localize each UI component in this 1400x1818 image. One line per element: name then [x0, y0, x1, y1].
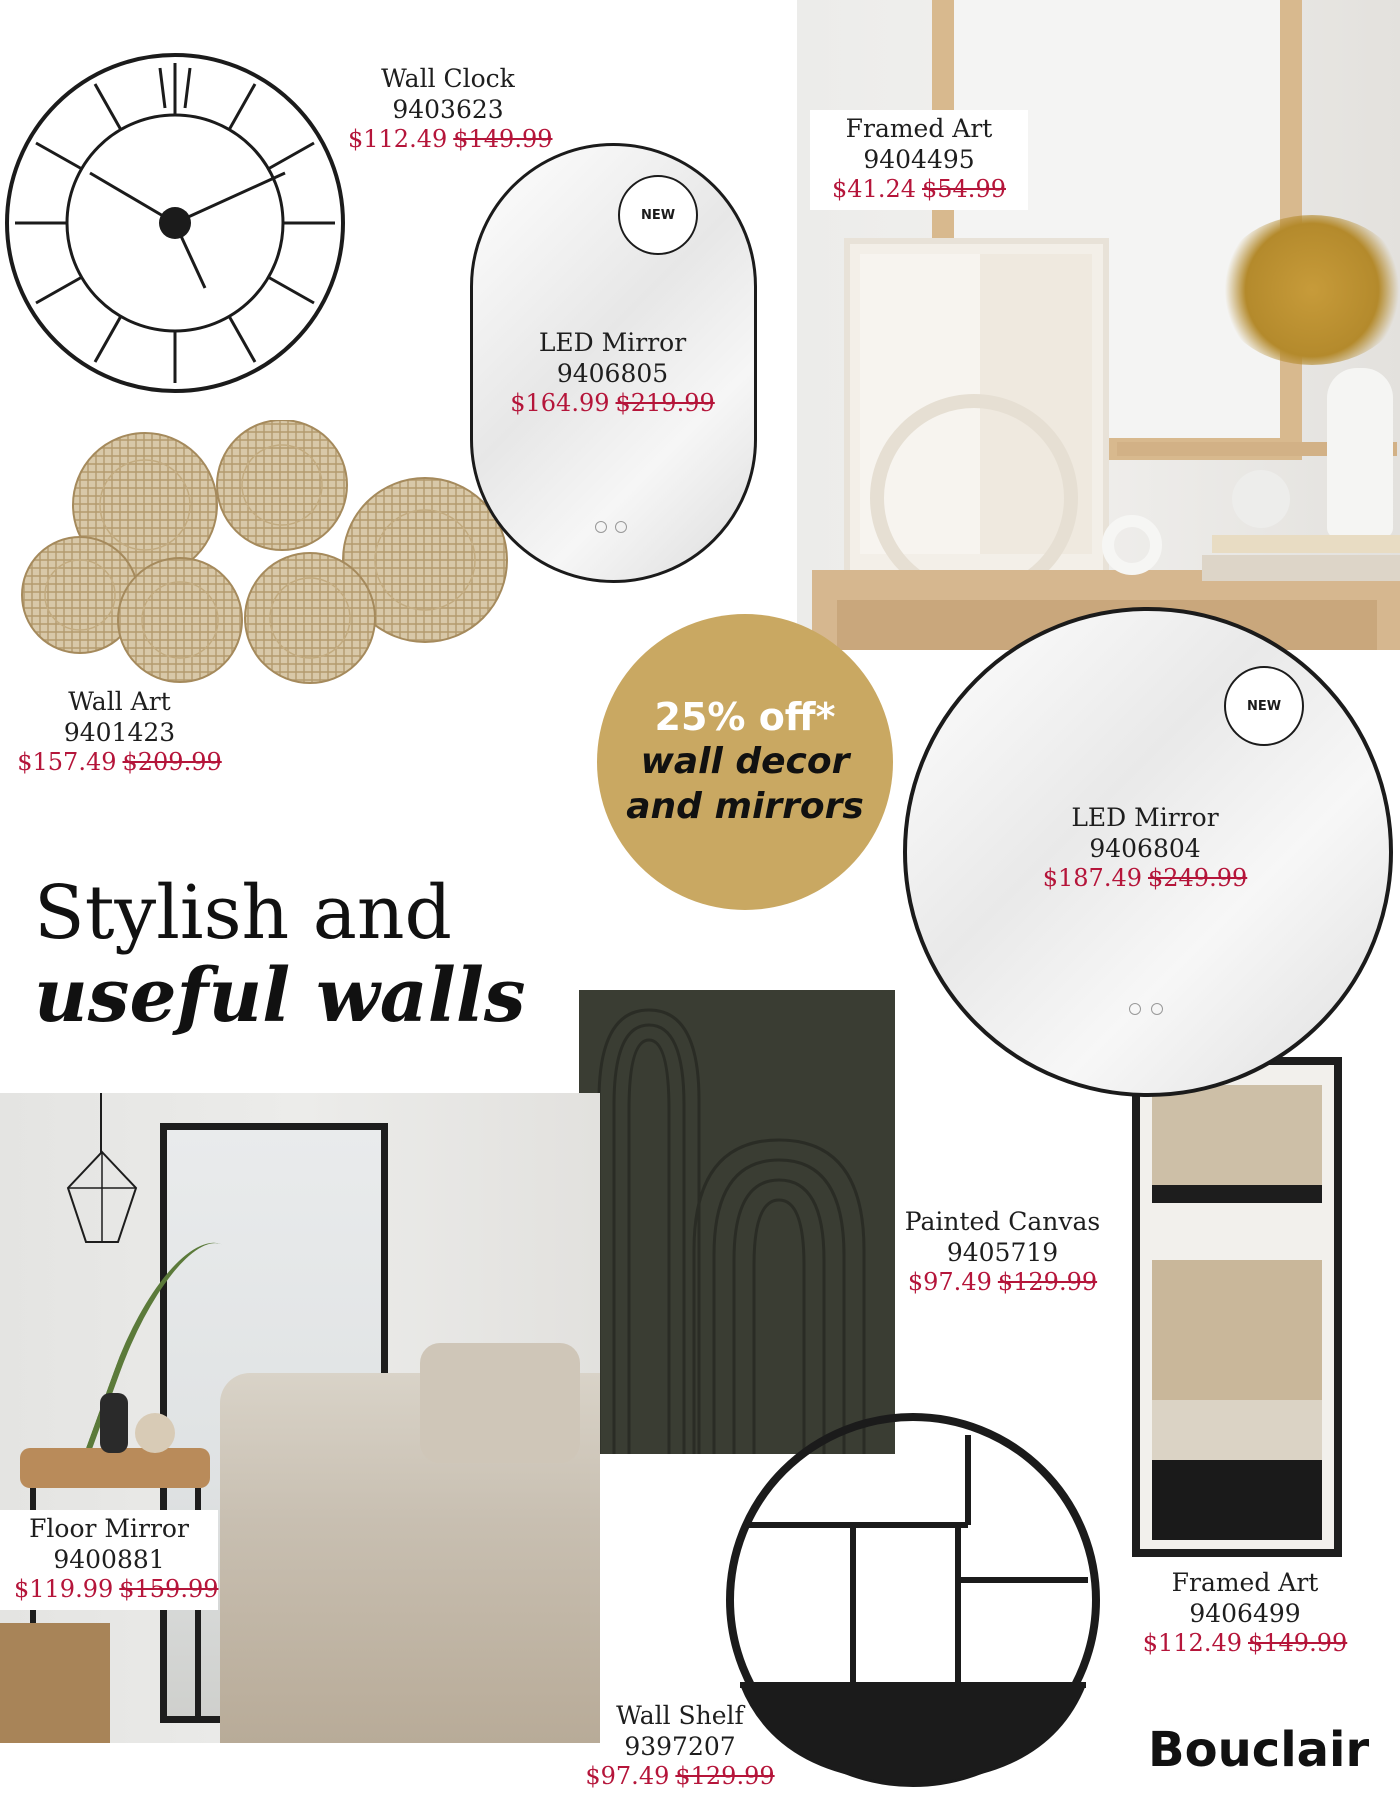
- mirror-touch-dots: [595, 521, 635, 533]
- sale-price: $119.99: [14, 1575, 114, 1603]
- regular-price: $149.99: [453, 125, 553, 153]
- sale-price: $164.99: [510, 389, 610, 417]
- brand-logo[interactable]: Bouclair: [1148, 1722, 1370, 1778]
- regular-price: $159.99: [119, 1575, 219, 1603]
- product-sku: 9405719: [946, 1237, 1059, 1267]
- product-price: [12, 748, 227, 777]
- product-name: Wall Shelf: [616, 1701, 744, 1730]
- wall-clock-image[interactable]: [0, 48, 360, 408]
- wall-shelf-caption: [575, 1701, 785, 1791]
- product-price: [14, 1575, 219, 1604]
- regular-price: $149.99: [1248, 1629, 1348, 1657]
- promo-badge: [597, 614, 893, 910]
- product-sku: 9400881: [53, 1544, 165, 1574]
- wall-clock-caption: [348, 64, 553, 154]
- product-name: LED Mirror: [538, 328, 687, 357]
- product-price: [500, 389, 725, 418]
- framed-art-1-caption: [810, 110, 1028, 210]
- regular-price: $209.99: [122, 748, 222, 776]
- product-price: [1030, 864, 1260, 893]
- product-name: LED Mirror: [1071, 803, 1219, 832]
- headline-line-2: useful walls: [34, 952, 526, 1039]
- regular-price: $129.99: [675, 1762, 775, 1790]
- sale-price: $157.49: [17, 748, 117, 776]
- product-sku: 9406805: [556, 358, 669, 388]
- sale-price: $112.49: [348, 125, 448, 153]
- headline-line-1: Stylish and: [34, 870, 452, 956]
- painted-canvas-image[interactable]: [579, 990, 895, 1454]
- sale-price: $187.49: [1042, 864, 1142, 892]
- product-sku: 9401423: [63, 717, 176, 747]
- page-headline: [34, 872, 526, 1038]
- promo-discount: 25% off*: [654, 695, 836, 739]
- floor-mirror-caption: [0, 1510, 218, 1610]
- mirror-touch-dots: [1129, 1003, 1169, 1015]
- wall-art-caption: [12, 687, 227, 777]
- new-badge: NEW: [618, 175, 698, 255]
- product-sku: 9404495: [863, 144, 975, 174]
- regular-price: $54.99: [922, 175, 1006, 203]
- framed-art-2-image[interactable]: [1132, 1057, 1342, 1557]
- product-price: [895, 1268, 1110, 1297]
- framed-art-lifestyle-photo[interactable]: [797, 0, 1400, 650]
- product-sku: 9397207: [624, 1731, 736, 1761]
- product-price: [575, 1762, 785, 1791]
- product-name: Painted Canvas: [904, 1207, 1101, 1236]
- product-name: Floor Mirror: [29, 1514, 189, 1543]
- product-sku: 9403623: [392, 94, 504, 124]
- regular-price: $219.99: [615, 389, 715, 417]
- sale-price: $97.49: [907, 1268, 992, 1296]
- promo-line-3: and mirrors: [626, 786, 864, 827]
- product-name: Wall Clock: [381, 64, 515, 93]
- new-badge: NEW: [1224, 666, 1304, 746]
- product-sku: 9406499: [1189, 1598, 1301, 1628]
- product-price: [824, 175, 1014, 204]
- product-name: Wall Art: [68, 687, 171, 716]
- sale-price: $112.49: [1142, 1629, 1242, 1657]
- floor-mirror-lifestyle-photo[interactable]: [0, 1093, 600, 1743]
- led-mirror-oval-caption: [500, 328, 725, 418]
- product-sku: 9406804: [1089, 833, 1201, 863]
- framed-art-2-caption: [1135, 1568, 1355, 1658]
- regular-price: $129.99: [997, 1268, 1098, 1296]
- painted-canvas-caption: [895, 1207, 1110, 1297]
- product-name: Framed Art: [845, 114, 993, 143]
- product-price: [1135, 1629, 1355, 1658]
- regular-price: $249.99: [1148, 864, 1248, 892]
- promo-line-2: wall decor: [640, 741, 850, 782]
- led-mirror-round-caption: [1030, 803, 1260, 893]
- sale-price: $97.49: [585, 1762, 670, 1790]
- product-price: [348, 125, 553, 154]
- wall-art-image[interactable]: [20, 420, 520, 690]
- product-name: Framed Art: [1171, 1568, 1319, 1597]
- sale-price: $41.24: [832, 175, 916, 203]
